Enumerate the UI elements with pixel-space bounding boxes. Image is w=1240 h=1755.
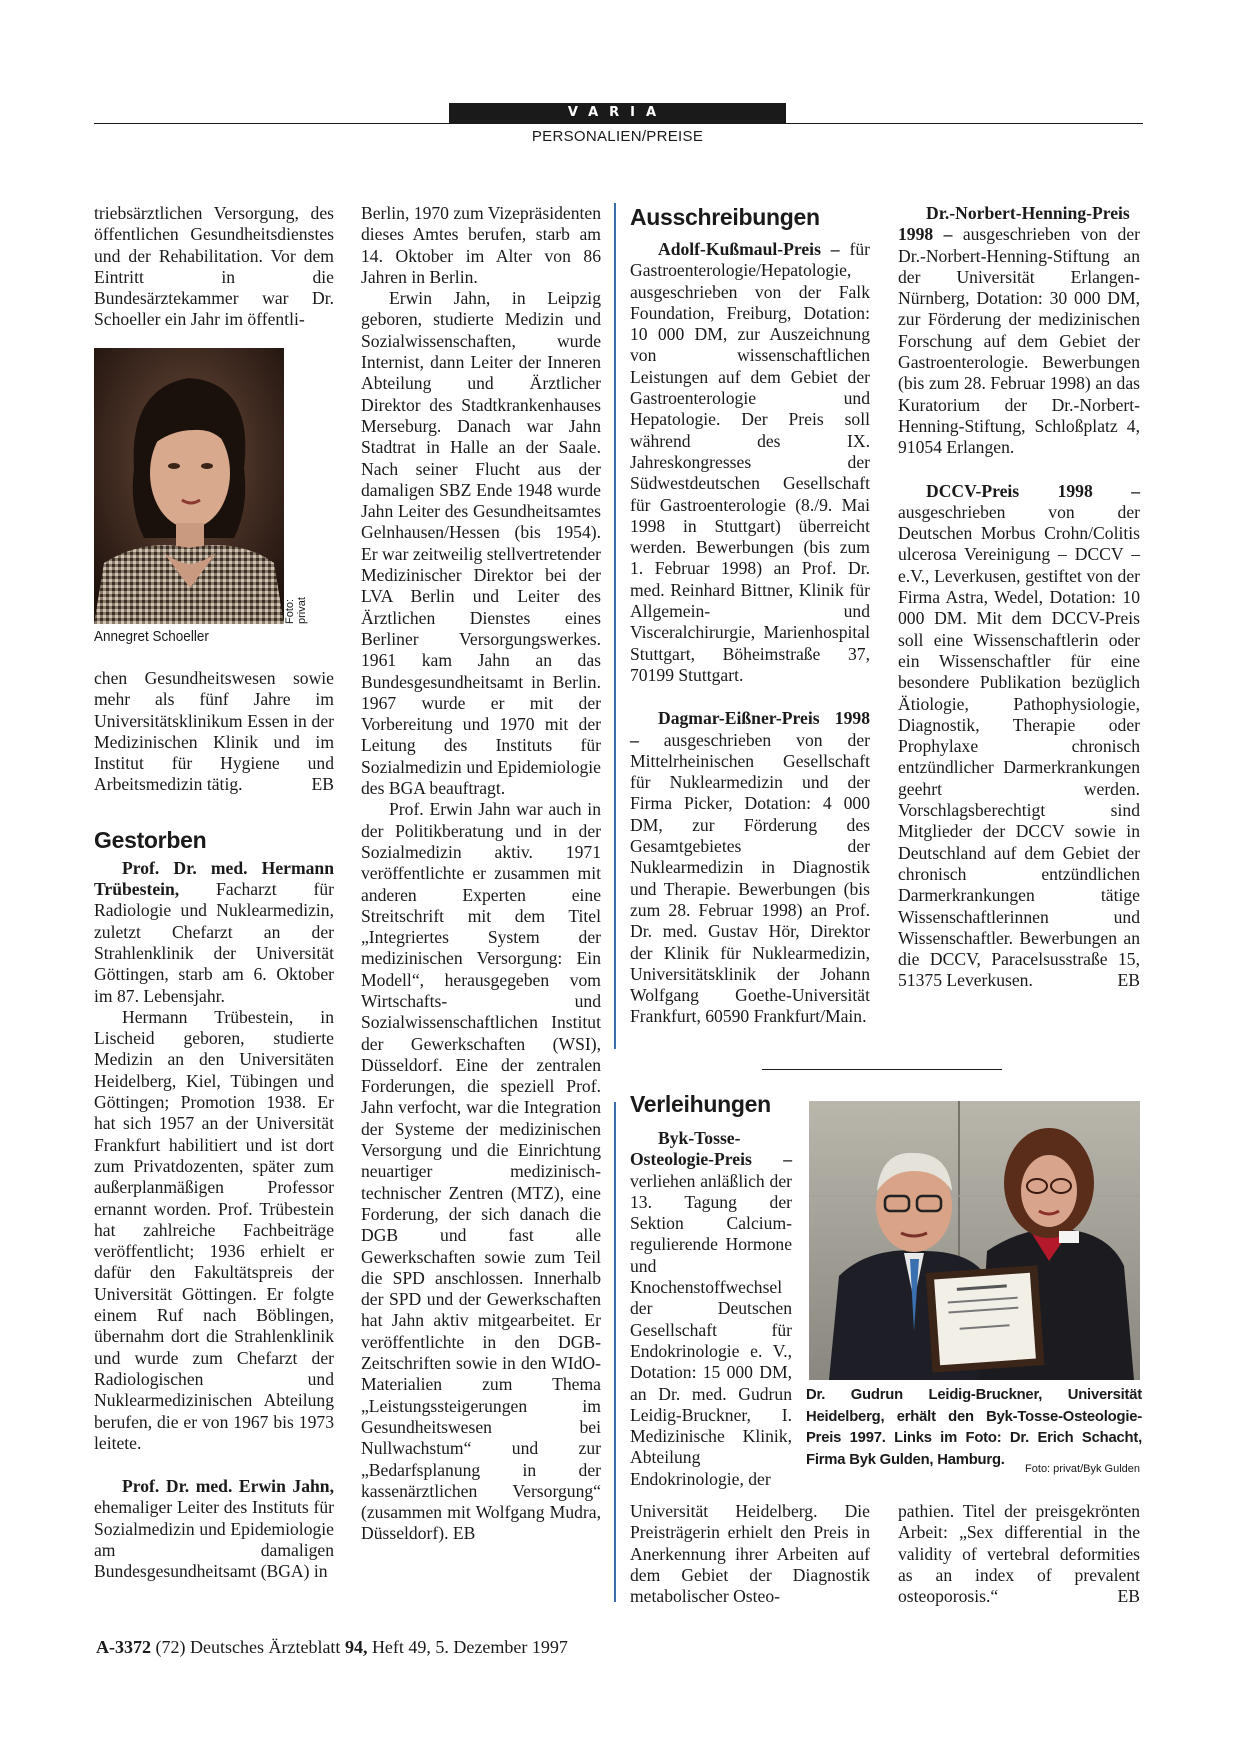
col2-paragraph-3: Prof. Erwin Jahn war auch in der Politikberatung und in der Sozialmedizin aktiv. 1971 veröffentlichte er zusammen mit anderen Experten eine Streitschrift mit dem Titel „Integriertes System der medizinischen Versorgung: Ein Modell“, herausgegeben vom Wirtschafts- und Sozialwissenschaftlichen Institut der Gewerkschaften (WSI), Düsseldorf. Eine der zentralen Forderungen, die speziell Prof. Jahn verfocht, war die Integration der Systeme der medizinischen Versorgung und die Einrichtung neuartiger medizinisch-technischer Zentren (MTZ), eine Forderung, der sich danach die DGB und fast alle Gewerkschaften sowie zum Teil die SPD anschlossen. Innerhalb der SPD und der Gewerkschaften hat Jahn aktiv mitgearbeitet. Er veröffentlichte in den DGB-Zeitschriften sowie in den WIdO-Materialien zum Thema „Leistungssteigerungen im Gesundheitswesen bei Nullwachstum“ und zur „Bedarfsplanung in der kassenärztlichen Versorgung“ (zusammen mit Wolfgang Mudra, Düsseldorf). EB (361, 799, 601, 1544)
photo-credit-schoeller: Foto: privat (284, 597, 308, 624)
prize-kussmaul: Adolf-Kußmaul-Preis – für Gastroenterologie/Hepatologie, ausgeschrieben von der Falk Foundation, Freiburg, Dotation: 10 000 DM, zur Auszeichnung von wissenschaftlichen Leistungen auf dem Gebiet der Gastroenterologie und Hepatologie. Der Preis soll während des IX. Jahreskongresses der Südwestdeutschen Gesellschaft für Gastroenterologie (8./9. Mai 1998 in Stuttgart) überreicht werden. Bewerbungen (bis zum 1. Februar 1998) an Prof. Dr. med. Reinhard Bittner, Klinik für Allgemein- und Visceralchirurgie, Marienhospital Stuttgart, Böheimstraße 37, 70199 Stuttgart. (630, 239, 870, 685)
column-3-bottom (630, 1501, 870, 1607)
prize-byk-tosse: Byk-Tosse-Osteologie-Preis – verliehen anläßlich der 13. Tagung der Sektion Calcium-regulierende Hormone und Knochenstoffwechsel der Deutschen Gesellschaft für Endokrinologie e. V., Dotation: 15 000 DM, an Dr. med. Gudrun Leidig-Bruckner, I. Medizinische Klinik, Abteilung Endokrinologie, der (630, 1128, 792, 1489)
column-1-lower (94, 668, 334, 1583)
header-rule (94, 123, 1143, 124)
column-4-bottom (898, 1501, 1140, 1607)
heading-ausschreibungen: Ausschreibungen (630, 204, 820, 230)
signature-eb: EB (1117, 1586, 1140, 1607)
photo-caption-schoeller: Annegret Schoeller (94, 628, 209, 645)
page-footer (96, 1637, 568, 1658)
col2-paragraph-1: Berlin, 1970 zum Vizepräsidenten dieses Amtes berufen, starb am 14. Oktober im Alter von 86 Jahren in Berlin. (361, 203, 601, 287)
heading-verleihungen: Verleihungen (630, 1091, 771, 1117)
section-rule (762, 1069, 1002, 1070)
col1-paragraph-truebestein-bio: Hermann Trübestein, in Lischeid geboren, studierte Medizin an den Universitäten Heidelberg, Kiel, Tübingen und Göttingen; Promotion 1938. Er hat sich 1957 an der Universität Frankfurt habilitiert und ist dort zum Privatdozenten, später zum außerplanmäßigen Professor ernannt worden. Prof. Trübestein hat zahlreiche Fachbeiträge veröffentlicht; 1936 erhielt er dafür den Fakultätspreis der Universität Göttingen. Er folgte einem Ruf nach Böblingen, übernahm dort die Strahlenklinik und wurde zum Chefarzt der Radiologischen und Nuklearmedizinischen Abteilung berufen, die er von 1967 bis 1973 leitete. (94, 1006, 334, 1453)
prize-henning: Dr.-Norbert-Henning-Preis 1998 – ausgeschrieben von der Dr.-Norbert-Henning-Stiftung an der Universität Erlangen-Nürnberg, Dotation: 30 000 DM, zur Förderung der medizinischen Forschung auf dem Gebiet der Gastroenterologie. Bewerbungen (bis zum 28. Februar 1998) an das Kuratorium der Dr.-Norbert-Henning-Stiftung, Schloßplatz 4, 91054 Erlangen. (898, 203, 1140, 458)
col1-paragraph-jahn: Prof. Dr. med. Erwin Jahn, ehemaliger Leiter des Instituts für Sozialmedizin und Epidemiologie am damaligen Bundesgesundheitsamt (BGA) in (94, 1476, 334, 1582)
prize-eissner: Dagmar-Eißner-Preis 1998 – ausgeschrieben von der Mittelrheinischen Gesellschaft für Nuklearmedizin und der Firma Picker, Dotation: 4 000 DM, zur Förderung des Gesamtgebietes der Nuklearmedizin in Diagnostik und Therapie. Bewerbungen (bis zum 28. Februar 1998) an Prof. Dr. med. Gustav Hör, Direktor der Klinik für Nuklearmedizin, Universitätsklinik der Johann Wolfgang Goethe-Universität Frankfurt, 60590 Frankfurt/Main. (630, 708, 870, 1027)
prize-byk-tosse-end: pathien. Titel der preisgekrönten Arbeit: „Sex differential in the validity of vertebral deformities as an index of prevalent osteoporosis.“ EB (898, 1501, 1140, 1607)
column-divider (614, 1102, 616, 1602)
column-3 (630, 203, 870, 1028)
portrait-photo-schoeller (94, 348, 284, 624)
column-4 (898, 203, 1140, 992)
signature-eb: EB (311, 774, 334, 795)
photo-caption-byk-tosse: Dr. Gudrun Leidig-Bruckner, Universität Heidelberg, erhält den Byk-Tosse-Osteologie-Preis 1997. Links im Foto: Dr. Erich Schacht, Firma Byk Gulden, Hamburg. (806, 1387, 1142, 1468)
subsection-label: PERSONALIEN/PREISE (531, 128, 704, 145)
heading-gestorben: Gestorben (94, 826, 207, 853)
column-3-lower (630, 1090, 792, 1490)
page-number: A-3372 (96, 1637, 151, 1657)
journal-issue: Heft 49, 5. Dezember 1997 (371, 1637, 568, 1657)
award-photo-byk-tosse (809, 1101, 1140, 1380)
col2-paragraph-2: Erwin Jahn, in Leipzig geboren, studierte Medizin und Sozialwissenschaften, wurde Internist, dann Leiter der Inneren Abteilung und Ärztlicher Direktor des Stadtkrankenhauses Merseburg. Danach war Jahn Stadtrat in Halle an der Saale. Nach seiner Flucht aus der damaligen SBZ Ende 1948 wurde Jahn Leiter des Gesundheitsamtes Gelnhausen/Hessen (bis 1954). Er war zeitweilig stellvertretender Medizinischer Direktor bei der LVA Berlin und Leiter des Ärztlichen Dienstes eines Berliner Versorgungswerkes. 1961 kam Jahn an das Bundesgesundheitsamt in Berlin. 1967 wurde er mit der Vorbereitung und 1970 mit der Leitung des Instituts für Sozialmedizin und Epidemiologie des BGA beauftragt. (361, 288, 601, 799)
section-label: VARIA (449, 103, 786, 123)
col1-paragraph-1: triebsärztlichen Versorgung, des öffentlichen Gesundheitsdienstes und der Rehabilitation. Vor dem Eintritt in die Bundesärztekammer war Dr. Schoeller ein Jahr im öffentli- (94, 203, 334, 330)
column-2 (361, 203, 601, 1545)
column-1 (94, 203, 334, 331)
col1-paragraph-2: chen Gesundheitswesen sowie mehr als fünf Jahre im Universitätsklinikum Essen in der Medizinischen Klinik und im Institut für Hygiene und Arbeitsmedizin tätig. EB (94, 668, 334, 795)
signature-eb: EB (452, 1523, 476, 1544)
column-divider (614, 203, 616, 1049)
prize-dccv: DCCV-Preis 1998 – ausgeschrieben von der Deutschen Morbus Crohn/Colitis ulcerosa Vereinigung – DCCV – e.V., Leverkusen, gestiftet von der Firma Astra, Wedel, Dotation: 10 000 DM. Mit dem DCCV-Preis soll eine Wissenschaftlerin oder ein Wissenschaftler für eine besondere Publikation bezüglich Ätiologie, Pathophysiologie, Diagnostik, Therapie oder Prophylaxe chronisch entzündlicher Darmerkrankungen geehrt werden. Vorschlagsberechtigt sind Mitglieder der DCCV sowie in Deutschland auf dem Gebiet der chronisch entzündlichen Darmerkrankungen tätige Wissenschaftlerinnen und Wissenschaftler. Bewerbungen an die DCCV, Paracelsusstraße 15, 51375 Leverkusen. EB (898, 480, 1140, 991)
journal-volume: 94, (344, 1637, 368, 1657)
photo-credit-byk: Foto: privat/Byk Gulden (1025, 1463, 1140, 1475)
prize-byk-tosse-continued: Universität Heidelberg. Die Preisträgerin erhielt den Preis in Anerkennung ihrer Arbeiten auf dem Gebiet der Diagnostik metabolischer Osteo- (630, 1501, 870, 1607)
journal-name: (72) Deutsches Ärzteblatt (155, 1637, 341, 1657)
signature-eb: EB (1117, 970, 1140, 991)
col1-paragraph-truebestein: Prof. Dr. med. Hermann Trübestein, Facharzt für Radiologie und Nuklearmedizin, zuletzt Chefarzt an der Strahlenklinik der Universität Göttingen, starb am 6. Oktober im 87. Lebensjahr. (94, 857, 334, 1006)
